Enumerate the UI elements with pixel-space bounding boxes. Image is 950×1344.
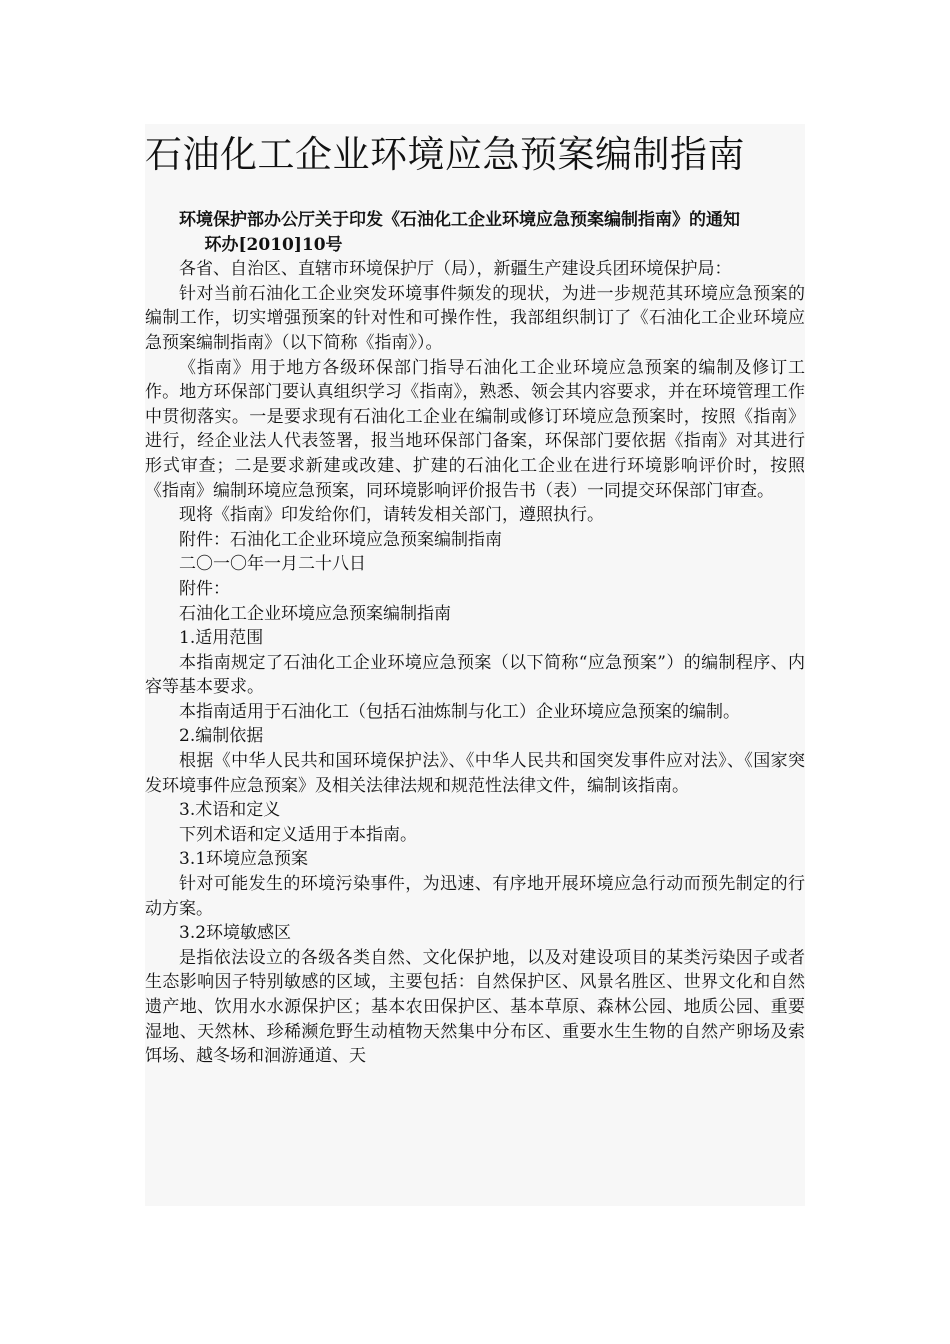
section-heading: 1.适用范围 xyxy=(179,628,264,649)
notice-heading: 环境保护部办公厅关于印发《石油化工企业环境应急预案编制指南》的通知 xyxy=(179,210,740,230)
subsection-heading: 3.2环境敏感区 xyxy=(179,923,292,944)
document-title: 石油化工企业环境应急预案编制指南 xyxy=(145,133,745,176)
section-heading: 3.术语和定义 xyxy=(179,800,281,821)
section-heading: 2.编制依据 xyxy=(179,726,264,747)
paragraph: 本指南适用于石油化工（包括石油炼制与化工）企业环境应急预案的编制。 xyxy=(179,701,740,722)
attachment-title: 石油化工企业环境应急预案编制指南 xyxy=(179,603,451,624)
paragraph: 各省、自治区、直辖市环境保护厅（局），新疆生产建设兵团环境保护局： xyxy=(179,259,732,280)
subsection-heading: 3.1环境应急预案 xyxy=(179,849,309,870)
paragraph: 根据《中华人民共和国环境保护法》、《中华人民共和国突发事件应对法》、《国家突发环境事件应急预案》及相关法律法规和规范性法律文件，编制该指南。 xyxy=(145,751,805,796)
document-body xyxy=(145,208,805,1069)
date-line: 二〇一〇年一月二十八日 xyxy=(179,554,366,575)
paragraph: 针对可能发生的环境污染事件，为迅速、有序地开展环境应急行动而预先制定的行动方案。 xyxy=(145,874,805,919)
paragraph: 附件：石油化工企业环境应急预案编制指南 xyxy=(179,529,502,550)
paragraph: 下列术语和定义适用于本指南。 xyxy=(179,824,417,845)
paragraph: 《指南》用于地方各级环保部门指导石油化工企业环境应急预案的编制及修订工作。地方环保部门要认真组织学习《指南》，熟悉、领会其内容要求，并在环境管理工作中贯彻落实。一是要求现有石油化工企业在编制或修订环境应急预案时，按照《指南》进行，经企业法人代表签署，报当地环保部门备案，环保部门要依据《指南》对其进行形式审查；二是要求新建或改建、扩建的石油化工企业在进行环境影响评价时，按照《指南》编制环境应急预案，同环境影响评价报告书（表）一同提交环保部门审查。 xyxy=(145,357,805,501)
paragraph: 现将《指南》印发给你们，请转发相关部门，遵照执行。 xyxy=(179,505,604,526)
document-number: 环办[2010]10号 xyxy=(204,234,343,255)
document-page xyxy=(145,124,805,1206)
paragraph: 附件： xyxy=(179,578,230,599)
paragraph: 是指依法设立的各级各类自然、文化保护地，以及对建设项目的某类污染因子或者生态影响因子特别敏感的区域，主要包括：自然保护区、风景名胜区、世界文化和自然遗产地、饮用水水源保护区；基本农田保护区、基本草原、森林公园、地质公园、重要湿地、天然林、珍稀濒危野生动植物天然集中分布区、重要水生生物的自然产卵场及索饵场、越冬场和洄游通道、天 xyxy=(145,947,805,1067)
paragraph: 本指南规定了石油化工企业环境应急预案（以下简称“应急预案”）的编制程序、内容等基本要求。 xyxy=(145,652,805,698)
paragraph: 针对当前石油化工企业突发环境事件频发的现状，为进一步规范其环境应急预案的编制工作，切实增强预案的针对性和可操作性，我部组织制订了《石油化工企业环境应急预案编制指南》（以下简称《指南》）。 xyxy=(145,283,805,353)
